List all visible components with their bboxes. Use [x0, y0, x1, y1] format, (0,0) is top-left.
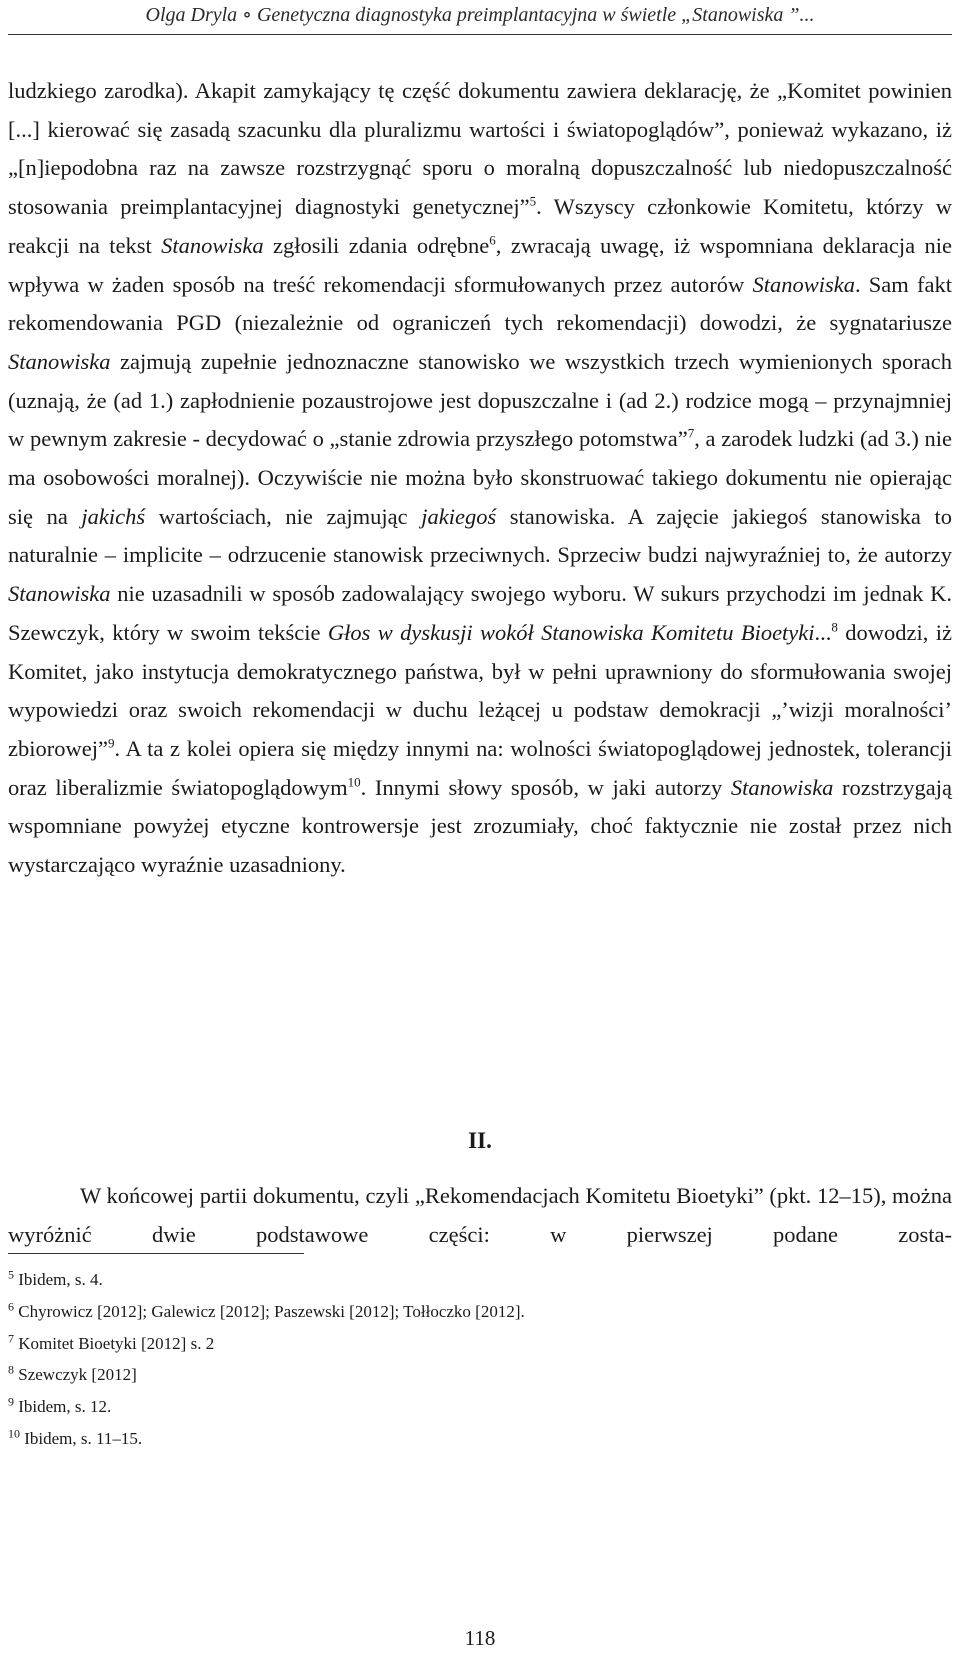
footnote-ref-9[interactable]: 9	[107, 735, 115, 751]
section-heading: II.	[468, 1128, 492, 1153]
footnote-ref-8[interactable]: 8	[831, 619, 838, 635]
main-body	[8, 72, 952, 885]
footnote-text: Komitet Bioetyki [2012] s. 2	[18, 1333, 215, 1353]
footnote-number: 10	[8, 1426, 20, 1441]
section-body	[8, 1177, 952, 1254]
stanowiska-italic: Stanowiska	[161, 232, 264, 258]
footnote-ref-10[interactable]: 10	[347, 774, 361, 790]
body-text-segment: . Innymi słowy sposób, w jaki autorzy	[360, 774, 731, 800]
footnote-number: 8	[8, 1362, 14, 1377]
body-text-segment: ludzkiego zarodka). Akapit zamykający tę część dokumentu zawiera deklarację, że „Komitet powinien [...] kierować się zasadą szacunku dla pluralizmu wartości i światopoglądów”, ponieważ wykazano, iż „[n]iepodobna raz na zawsze rozstrzygnąć sporu o moralną dopuszczalność lub niedopuszczalność stosowania preimplantacyjnej diagnostyki genetycznej”	[8, 78, 952, 220]
jakiegos-italic: jakiegoś	[421, 503, 497, 529]
footnote-number: 6	[8, 1299, 14, 1314]
stanowiska-italic: Stanowiska	[8, 348, 111, 374]
header-rule	[8, 34, 952, 35]
running-header: Olga Dryla ∘ Genetyczna diagnostyka preimplantacyjna w świetle „Stanowiska ”...	[145, 4, 815, 26]
body-text-segment: rozstrzygają wspomniane powyżej etyczne kontrowersje jest zrozumiały, choć faktycznie nie został przez nich wystarczająco wyraźnie uzasadniony.	[8, 774, 952, 878]
body-text-segment: zgłosili zdania odrębne	[263, 232, 490, 258]
body-text-segment: . A ta z kolei opiera się między innymi na: wolności światopoglądowej jednostek, tolerancji oraz liberalizmie światopoglądowym	[8, 735, 952, 800]
page-number: 118	[464, 1626, 496, 1650]
body-text-segment: . Sam fakt rekomendowania PGD (niezależnie od ograniczeń tych rekomendacji) dowodzi, że sygnatariusze	[8, 271, 952, 336]
footnote-item	[8, 1423, 948, 1455]
footnote-item	[8, 1359, 948, 1391]
footnote-text: Ibidem, s. 12.	[18, 1397, 112, 1417]
body-text-segment: ...	[814, 619, 832, 645]
footnote-item	[8, 1296, 948, 1328]
footnote-text: Ibidem, s. 4.	[18, 1270, 103, 1289]
body-text-segment: . Wszyscy członkowie Komitetu, którzy w reakcji na tekst	[8, 194, 952, 258]
body-paragraph	[8, 72, 952, 885]
footnote-ref-7[interactable]: 7	[687, 425, 695, 441]
footnote-number: 7	[8, 1330, 14, 1345]
footnote-text: Ibidem, s. 11–15.	[24, 1428, 143, 1448]
body-text-segment: , zwracają uwagę, iż wspomniana deklaracja nie wpływa w żaden sposób na treść rekomendacji sformułowanych przez autorów	[8, 232, 952, 297]
cited-work-title: Głos w dyskusji wokół Stanowiska Komitetu Bioetyki	[327, 619, 815, 645]
body-text-segment: dowodzi, iż Komitet, jako instytucja demokratycznego państwa, był w pełni uprawniony do sformułowania swojej wypowiedzi oraz swoich rekomendacji w duchu leżącej u podstaw demokracji „’wizji moralności’ zbiorowej”	[8, 619, 953, 761]
footnotes	[8, 1264, 948, 1455]
footnote-ref-5[interactable]: 5	[529, 193, 537, 209]
footnote-number: 5	[8, 1267, 14, 1282]
body-text-segment: zajmują zupełnie jednoznaczne stanowisko we wszystkich trzech wymienionych sporach (uznają, że (ad 1.) zapłodnienie pozaustrojowe jest dopuszczalne i (ad 2.) rodzice mogą – przynajmniej w pewnym zakresie - decydować o „stanie zdrowia przyszłego potomstwa”	[8, 348, 952, 452]
footnote-number: 9	[8, 1394, 14, 1409]
footnote-item	[8, 1391, 948, 1423]
section-paragraph: W końcowej partii dokumentu, czyli „Rekomendacjach Komitetu Bioetyki” (pkt. 12–15), można wyróżnić dwie podstawowe części: w pierwszej podane zosta-	[8, 1183, 952, 1247]
footnote-ref-6[interactable]: 6	[489, 232, 496, 248]
body-text-segment: stanowiska. A zajęcie jakiegoś stanowiska to naturalnie – implicite – odrzucenie stanowisk przeciwnych. Sprzeciw budzi najwyraźniej to, że autorzy	[8, 503, 952, 568]
footnote-separator	[8, 1253, 304, 1254]
footnote-item	[8, 1328, 948, 1360]
stanowiska-italic: Stanowiska	[8, 581, 111, 607]
footnote-text: Szewczyk [2012]	[18, 1365, 137, 1385]
stanowiska-italic: Stanowiska	[730, 774, 834, 800]
footnote-item	[8, 1264, 948, 1296]
footnote-text: Chyrowicz [2012]; Galewicz [2012]; Paszewski [2012]; Tołłoczko [2012].	[18, 1301, 525, 1321]
body-text-segment: nie uzasadnili w sposób zadowalający swojego wyboru. W sukurs przychodzi im jednak K. Szewczyk, który w swoim tekście	[8, 581, 952, 645]
body-text-segment: , a zarodek ludzki (ad 3.) nie ma osobowości moralnej). Oczywiście nie można było skonstruować takiego dokumentu nie opierając się na	[8, 426, 953, 529]
stanowiska-italic: Stanowiska	[752, 271, 855, 297]
body-text-segment: wartościach, nie zajmując	[145, 503, 422, 529]
jakichs-italic: jakichś	[81, 503, 146, 529]
